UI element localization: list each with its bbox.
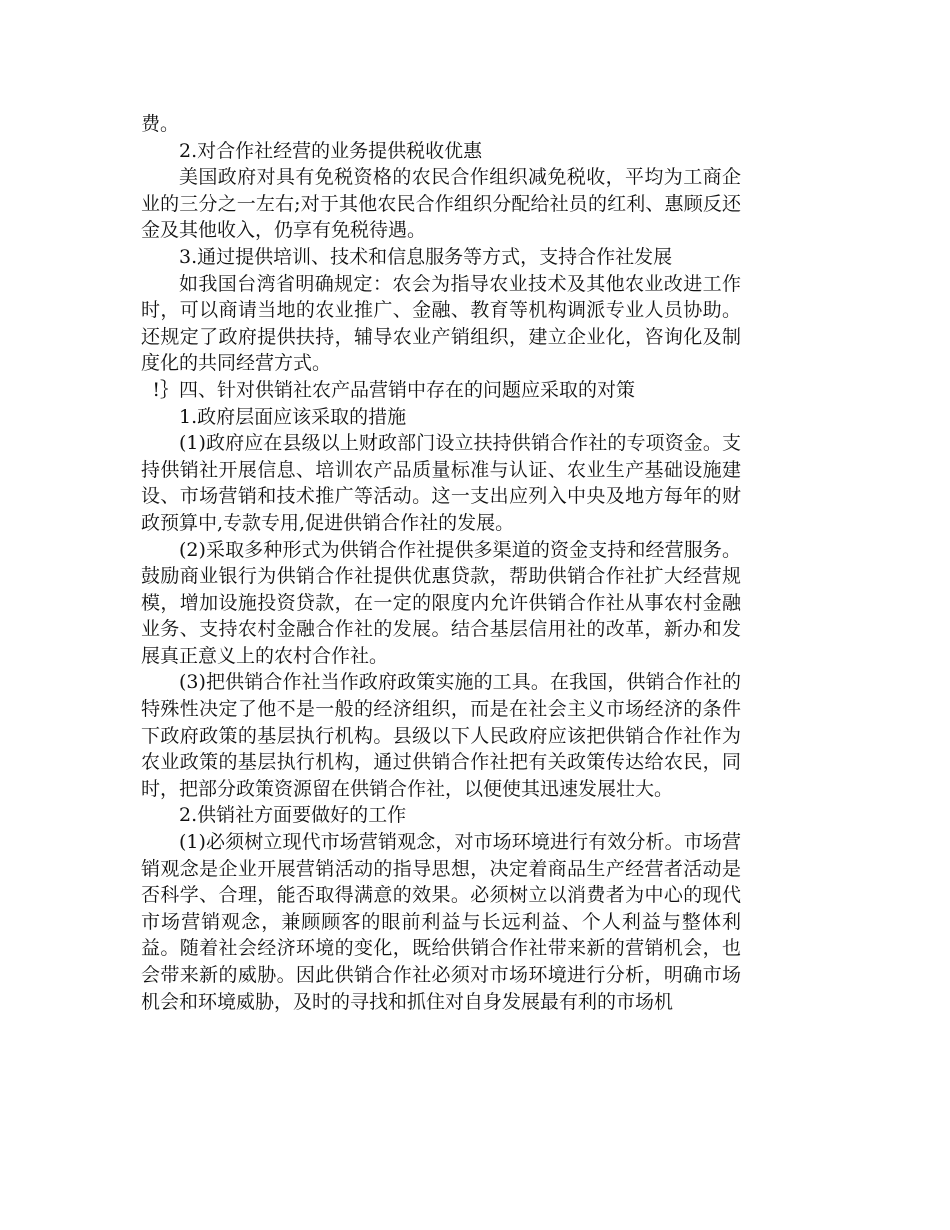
paragraph-policy-tool: (3)把供销合作社当作政府政策实施的工具。在我国，供销合作社的特殊性决定了他不是一般的经济组织，而是在社会主义市场经济的条件下政府政策的基层执行机构。县级以下人民政府应该把供销合作社作为农业政策的基层执行机构，通过供销合作社把有关政策传达给农民，同时，把部分政策资源留在供销合作社，以便使其迅速发展壮大。 <box>141 671 741 800</box>
document-body <box>141 111 741 1015</box>
paragraph-special-fund: (1)政府应在县级以上财政部门设立扶持供销合作社的专项资金。支持供销社开展信息、培训农产品质量标准与认证、农业生产基础设施建设、市场营销和技术推广等活动。这一支出应列入中央及地方每年的财政预算中,专款专用,促进供销合作社的发展。 <box>141 432 741 534</box>
heading-government-measures: 1.政府层面应该采取的措施 <box>179 405 407 428</box>
heading-training-support: 3.通过提供培训、技术和信息服务等方式，支持合作社发展 <box>179 245 673 268</box>
section-heading-countermeasures: !｝四、针对供销社农产品营销中存在的问题应采取的对策 <box>152 378 636 401</box>
paragraph-taiwan-regulation: 如我国台湾省明确规定：农会为指导农业技术及其他农业改进工作时，可以商请当地的农业推广、金融、教育等机构调派专业人员协助。还规定了政府提供扶持，辅导农业产销组织，建立企业化，咨询化及制度化的共同经营方式。 <box>141 272 741 375</box>
paragraph-continuation: 费。 <box>141 113 180 135</box>
paragraph-marketing-concept: (1)必须树立现代市场营销观念，对市场环境进行有效分析。市场营销观念是企业开展营销活动的指导思想，决定着商品生产经营者活动是否科学、合理，能否取得满意的效果。必须树立以消费者为中心的现代市场营销观念，兼顾顾客的眼前利益与长远利益、个人利益与整体利益。随着社会经济环境的变化，既给供销合作社带来新的营销机会，也会带来新的威胁。因此供销合作社必须对市场环境进行分析，明确市场机会和环境威胁，及时的寻找和抓住对自身发展最有利的市场机 <box>141 831 741 1013</box>
heading-tax-preferences: 2.对合作社经营的业务提供税收优惠 <box>179 139 483 162</box>
heading-cooperative-work: 2.供销社方面要做好的工作 <box>179 804 407 827</box>
paragraph-funding-channels: (2)采取多种形式为供销合作社提供多渠道的资金支持和经营服务。鼓励商业银行为供销合作社提供优惠贷款，帮助供销合作社扩大经营规模，增加设施投资贷款，在一定的限度内允许供销合作社从事农村金融业务、支持农村金融合作社的发展。结合基层信用社的改革，新办和发展真正意义上的农村合作社。 <box>141 538 741 667</box>
paragraph-us-tax-policy: 美国政府对具有免税资格的农民合作组织减免税收，平均为工商企业的三分之一左右;对于其他农民合作组织分配给社员的红利、惠顾反还金及其他收入，仍享有免税待遇。 <box>141 166 741 242</box>
